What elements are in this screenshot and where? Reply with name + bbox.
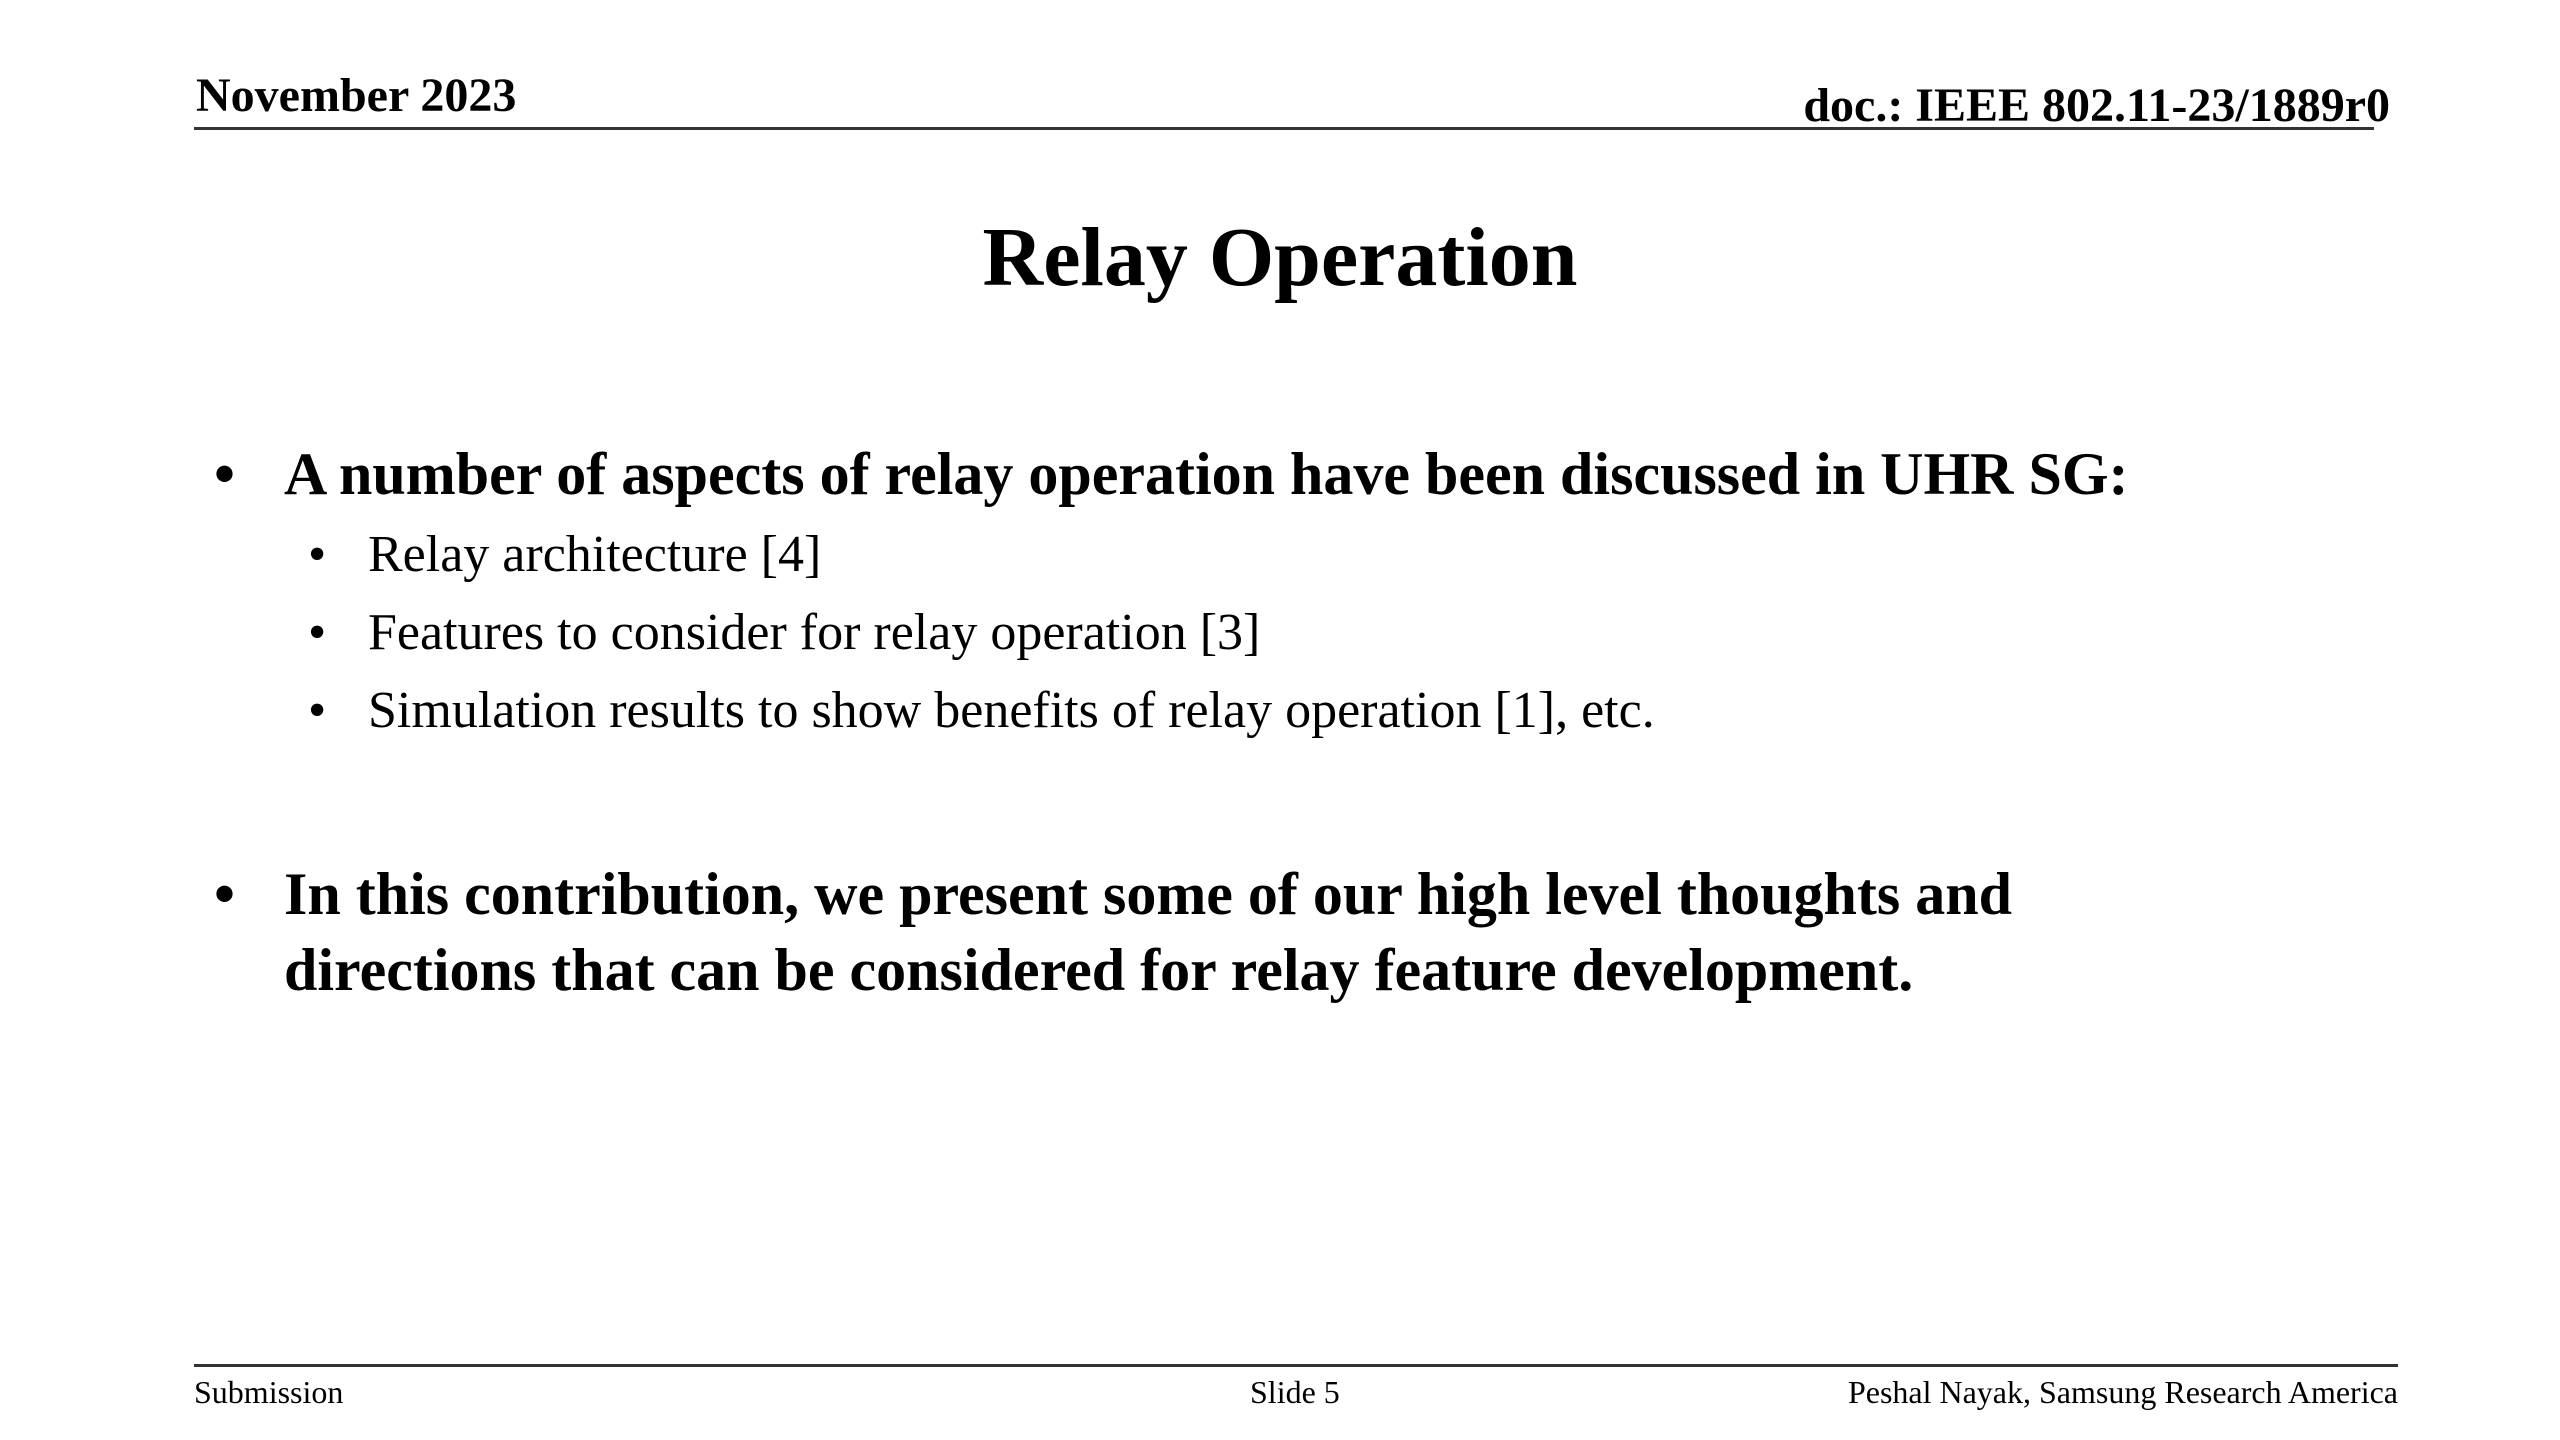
- header-doc-id: doc.: IEEE 802.11-23/1889r0: [1803, 79, 2390, 132]
- bullet-item: [214, 856, 2244, 1008]
- footer-divider: [194, 1364, 2398, 1367]
- header-date: November 2023: [196, 69, 517, 122]
- footer-slide-number: Slide 5: [1250, 1374, 1340, 1410]
- bullet-item: [214, 436, 2504, 512]
- sub-bullet-item: [308, 681, 1655, 741]
- sub-bullet-text: Simulation results to show benefits of relay operation [1], etc.: [368, 682, 1655, 739]
- sub-bullet-item: [308, 603, 1261, 663]
- bullet-icon: •: [214, 861, 236, 927]
- bullet-icon: •: [214, 441, 236, 507]
- sub-bullet-icon: •: [308, 682, 327, 739]
- sub-bullet-icon: •: [308, 526, 327, 583]
- sub-bullet-icon: •: [308, 604, 327, 661]
- bullet-text: A number of aspects of relay operation have been discussed in UHR SG:: [284, 441, 2129, 507]
- sub-bullet-item: [308, 525, 822, 585]
- sub-bullet-text: Relay architecture [4]: [368, 526, 822, 583]
- slide-title: Relay Operation: [982, 211, 1578, 304]
- sub-bullet-text: Features to consider for relay operation [3]: [368, 604, 1261, 661]
- footer-author: Peshal Nayak, Samsung Research America: [1847, 1374, 2398, 1410]
- footer-submission: Submission: [194, 1374, 344, 1410]
- bullet-text: In this contribution, we present some of our high level thoughts and directions that can be considered for relay feature development.: [284, 861, 2012, 1003]
